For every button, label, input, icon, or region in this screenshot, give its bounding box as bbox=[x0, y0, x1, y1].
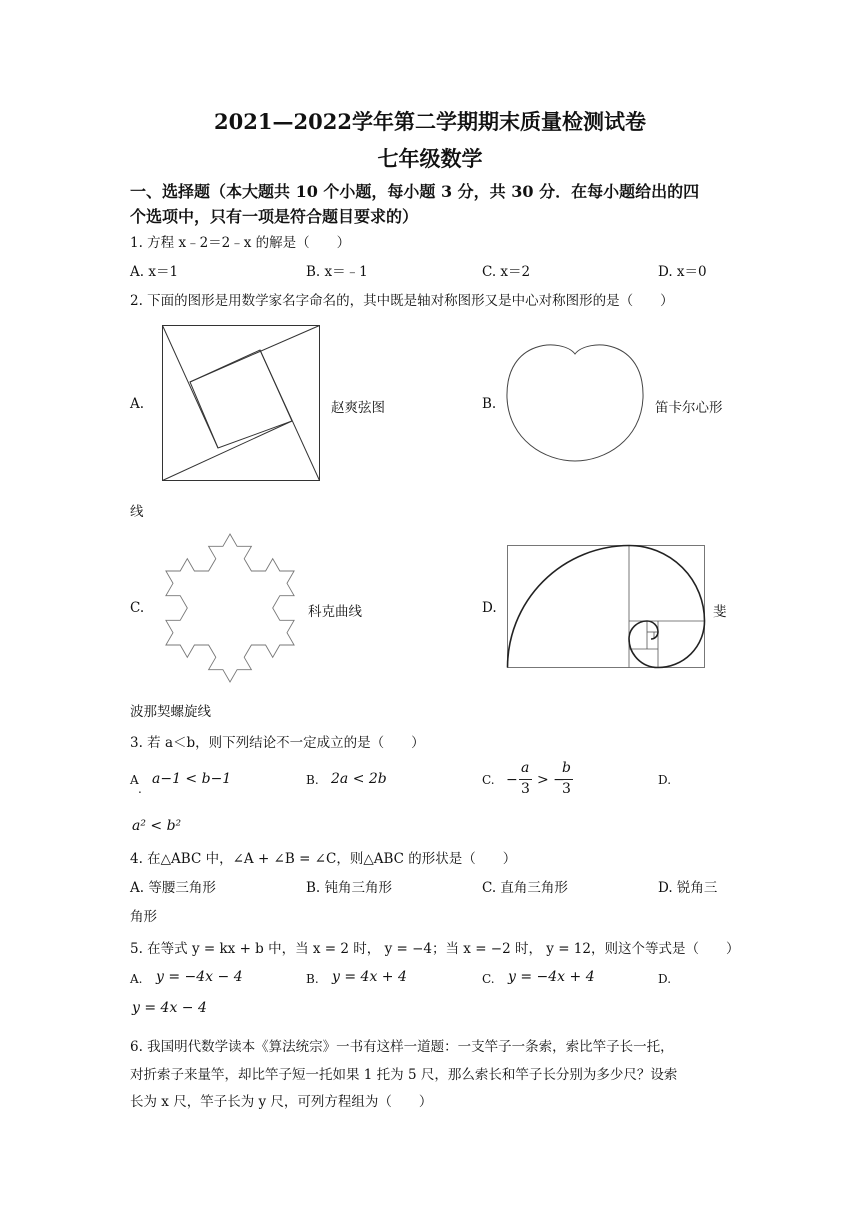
q3-letter-a-dot: . bbox=[138, 782, 142, 796]
q5-stem: 5. 在等式 y = kx + b 中，当 x = 2 时， y = −4；当 x = −2 时， y = 12，则这个等式是（ ） bbox=[130, 941, 740, 957]
q3-letter-c: C. bbox=[482, 773, 495, 787]
q1-option-b: B. x＝﹣1 bbox=[306, 264, 368, 280]
q3-c-gt-minus: > − bbox=[537, 772, 565, 788]
q4-option-c: C. 直角三角形 bbox=[482, 880, 568, 896]
q1-stem: 1. 方程 x﹣2＝2﹣x 的解是（ ） bbox=[130, 235, 351, 251]
q1-option-a: A. x＝1 bbox=[130, 264, 179, 280]
q3-letter-a: A bbox=[130, 773, 139, 787]
q1-option-c: C. x＝2 bbox=[482, 264, 531, 280]
q3-c-denominator-2: 3 bbox=[562, 781, 571, 797]
fibonacci-spiral-figure bbox=[507, 545, 705, 669]
q6-line2: 对折索子来量竿，却比竿子短一托如果 1 托为 5 尺，那么索长和竿子长分别为多少尺？设索 bbox=[130, 1067, 678, 1083]
q6-line3: 长为 x 尺，竿子长为 y 尺，可列方程组为（ ） bbox=[130, 1094, 433, 1110]
q2-caption-d-wrap: 波那契螺旋线 bbox=[130, 704, 211, 720]
q3-option-b: 2a < 2b bbox=[331, 771, 387, 787]
q4-option-d: D. 锐角三 bbox=[658, 880, 718, 896]
q3-c-numerator-a: a bbox=[521, 760, 530, 776]
koch-snowflake-outline bbox=[166, 534, 294, 682]
q2-letter-d: D. bbox=[482, 600, 497, 616]
q4-option-b: B. 钝角三角形 bbox=[306, 880, 393, 896]
cardioid-figure bbox=[505, 340, 645, 462]
q3-c-denominator-1: 3 bbox=[521, 781, 530, 797]
q3-c-numerator-b: b bbox=[562, 760, 571, 776]
q2-letter-c: C. bbox=[130, 600, 145, 616]
q3-letter-b: B. bbox=[306, 773, 319, 787]
exam-title: 2021—2022学年第二学期期末质量检测试卷 bbox=[214, 109, 646, 134]
q3-c-fraction-bar-2 bbox=[560, 779, 573, 780]
q3-letter-d: D. bbox=[658, 773, 672, 787]
q5-option-a: y = −4x − 4 bbox=[156, 969, 243, 985]
q5-letter-a: A. bbox=[130, 972, 143, 986]
koch-snowflake-figure bbox=[150, 525, 310, 690]
section-heading-line1: 一、选择题（本大题共 10 个小题，每小题 3 分，共 30 分．在每小题给出的四 bbox=[130, 182, 700, 201]
q5-letter-d: D. bbox=[658, 972, 672, 986]
q5-letter-b: B. bbox=[306, 972, 319, 986]
exam-subtitle: 七年级数学 bbox=[377, 146, 483, 171]
q3-c-minus: − bbox=[506, 772, 518, 788]
q1-option-d: D. x＝0 bbox=[658, 264, 707, 280]
q3-c-fraction-bar-1 bbox=[519, 779, 532, 780]
q2-caption-b-wrap: 线 bbox=[130, 504, 144, 520]
q5-option-b: y = 4x + 4 bbox=[332, 969, 407, 985]
q2-letter-b: B. bbox=[482, 396, 497, 412]
q2-caption-a: 赵爽弦图 bbox=[331, 400, 385, 416]
q5-letter-c: C. bbox=[482, 972, 495, 986]
zhao-shuang-figure bbox=[162, 325, 322, 482]
q5-option-c: y = −4x + 4 bbox=[508, 969, 595, 985]
q3-stem: 3. 若 a＜b，则下列结论不一定成立的是（ ） bbox=[130, 735, 425, 751]
q4-option-a: A. 等腰三角形 bbox=[130, 880, 216, 896]
q4-stem: 4. 在△ABC 中，∠A + ∠B = ∠C，则△ABC 的形状是（ ） bbox=[130, 851, 517, 867]
q2-caption-d: 斐 bbox=[713, 604, 727, 620]
q2-stem: 2. 下面的图形是用数学家名字命名的，其中既是轴对称图形又是中心对称图形的是（ ） bbox=[130, 293, 674, 309]
section-heading-line2: 个选项中，只有一项是符合题目要求的） bbox=[130, 207, 419, 226]
q2-letter-a: A. bbox=[130, 396, 145, 412]
q6-line1: 6. 我国明代数学读本《算法统宗》一书有这样一道题：一支竿子一条索，索比竿子长一托， bbox=[130, 1039, 674, 1055]
q2-caption-c: 科克曲线 bbox=[308, 604, 362, 620]
q3-option-a: a−1 < b−1 bbox=[152, 771, 232, 787]
q5-option-d: y = 4x − 4 bbox=[132, 1000, 207, 1016]
q2-caption-b: 笛卡尔心形 bbox=[655, 400, 723, 416]
q3-option-d: a² < b² bbox=[132, 818, 182, 834]
q4-option-d-wrap: 角形 bbox=[130, 909, 157, 925]
